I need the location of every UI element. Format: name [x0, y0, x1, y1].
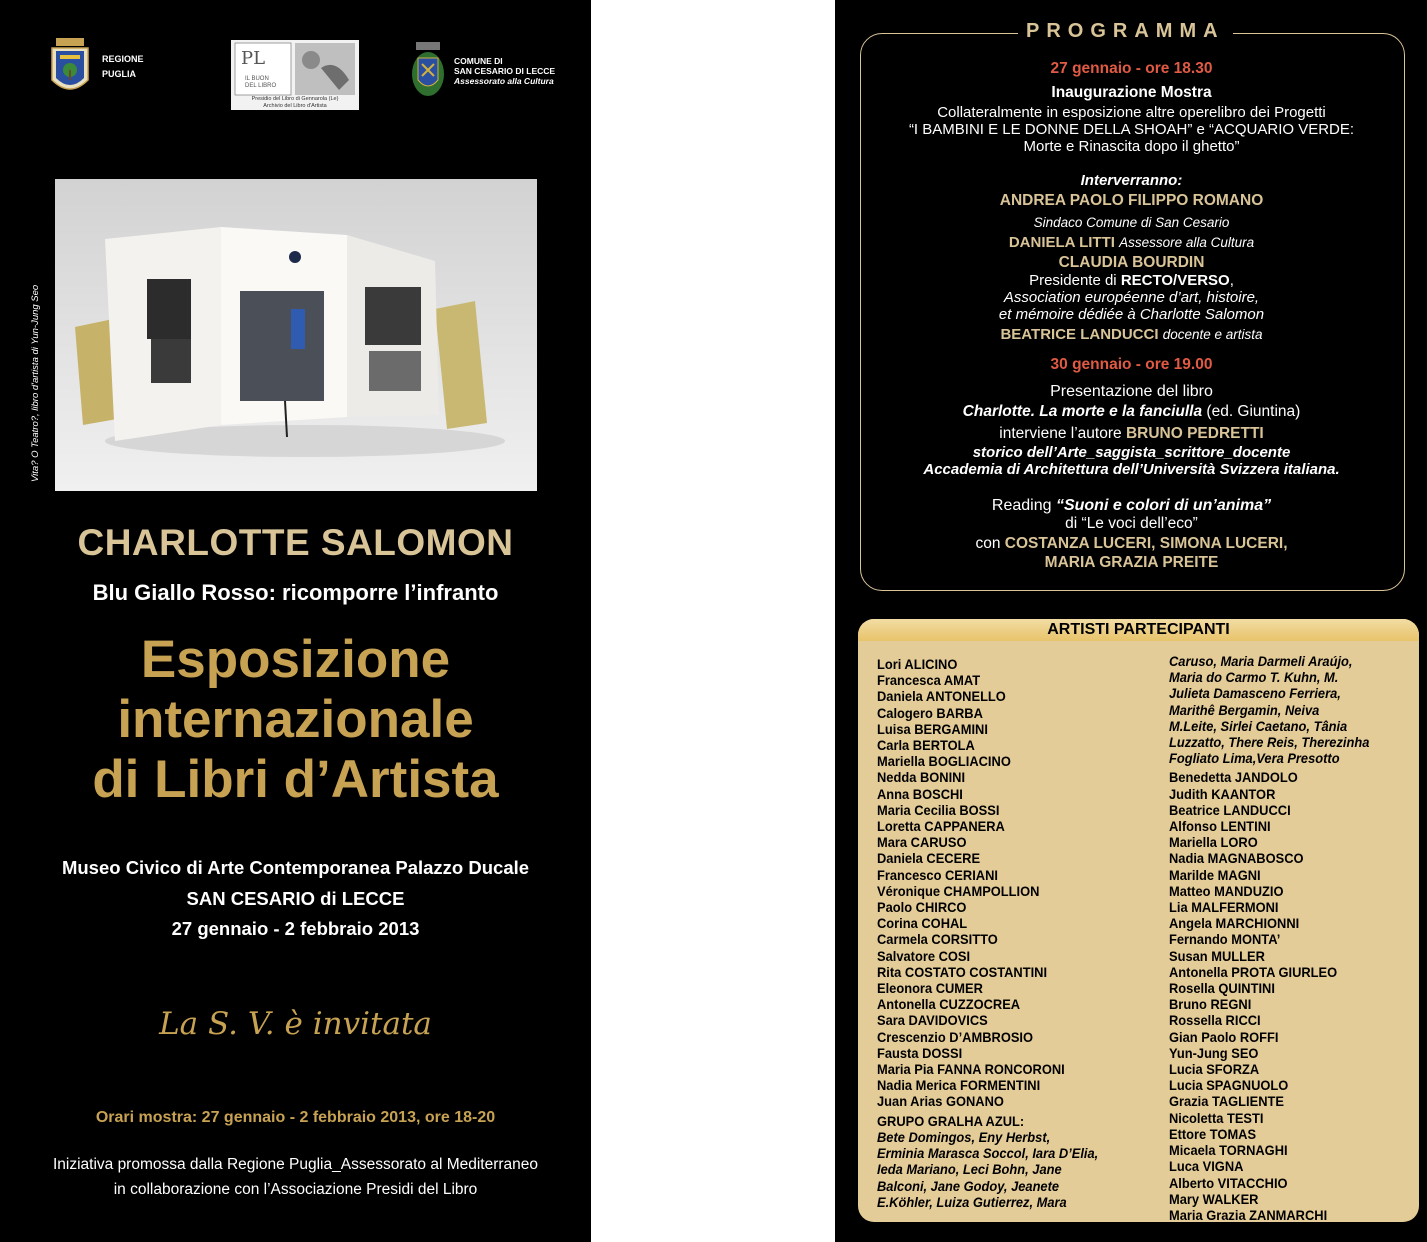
speaker-4: BEATRICE LANDUCCI docente e artista	[1000, 326, 1263, 343]
list-item: Fausta DOSSI	[877, 1044, 963, 1061]
list-item: Nicoletta TESTI	[1169, 1109, 1264, 1126]
list-item: Caruso, Maria Darmeli Araújo,	[1169, 653, 1353, 669]
list-item: Ettore TOMAS	[1169, 1125, 1257, 1142]
artists-box	[858, 619, 1419, 1222]
list-item: Lia MALFERMONI	[1169, 899, 1279, 916]
regione-puglia-logo	[50, 36, 144, 98]
speaker-3-org-description: Association européenne d’art, histoire, et mémoire dédiée à Charlotte Salomon	[998, 289, 1265, 323]
invitation-front-panel	[0, 0, 591, 1242]
city: SAN CESARIO di LECCE	[186, 888, 405, 909]
list-item: Susan MULLER	[1169, 947, 1265, 964]
event-1-description: Collateralmente in esposizione altre operelibro dei Progetti “I BAMBINI E LE DONNE DELLA SHOAH” e “ACQUARIO VERDE: Morte e Rinascita dopo il ghetto”	[908, 104, 1355, 155]
list-item: Rossella RICCI	[1169, 1012, 1261, 1029]
artist-name: CHARLOTTE SALOMON	[77, 522, 514, 563]
artwork-credit: Vita? O Teatro?, libro d'artista di Yun-Jung Seo	[30, 284, 41, 482]
list-item: Carla BERTOLA	[877, 737, 975, 754]
speaker-1: ANDREA PAOLO FILIPPO ROMANO	[999, 192, 1264, 209]
venue: Museo Civico di Arte Contemporanea Palazzo Ducale	[61, 857, 530, 878]
list-item: Yun-Jung SEO	[1169, 1044, 1259, 1061]
date-1: 27 gennaio - ore 18.30	[1050, 60, 1213, 77]
programme-panel	[835, 0, 1427, 1242]
list-item: Maria Grazia ZANMARCHI	[1169, 1206, 1328, 1222]
list-item: Fernando MONTA’	[1169, 931, 1281, 948]
list-item: Corina COHAL	[877, 915, 968, 932]
list-item: Benedetta JANDOLO	[1169, 769, 1298, 786]
list-item: Eleonora CUMER	[877, 980, 983, 997]
list-item: Julieta Damasceno Ferriera,	[1169, 685, 1341, 702]
speaker-1-role: Sindaco Comune di San Cesario	[1033, 215, 1230, 230]
list-item: Alberto VITACCHIO	[1169, 1174, 1288, 1191]
list-item: Antonella PROTA GIURLEO	[1169, 963, 1338, 980]
reading-performers: con COSTANZA LUCERI, SIMONA LUCERI, MARIA GRAZIA PREITE	[975, 535, 1288, 571]
footer-line-1: Iniziativa promossa dalla Regione Puglia_Assessorato al Mediterraneo	[52, 1156, 539, 1173]
list-item: Mariella BOGLIACINO	[877, 753, 1011, 770]
list-item: Maria do Carmo T. Kuhn, M.	[1169, 669, 1339, 686]
speaker-3: CLAUDIA BOURDIN	[1058, 254, 1205, 271]
list-item: Véronique CHAMPOLLION	[877, 882, 1040, 899]
list-item: Rosella QUINTINI	[1169, 980, 1275, 997]
list-item: Bruno REGNI	[1169, 996, 1252, 1013]
exhibition-subtitle: Blu Giallo Rosso: ricomporre l’infranto	[92, 580, 499, 605]
event-2: Presentazione del libro	[1050, 383, 1213, 400]
list-item: Bete Domingos, Eny Herbst,	[877, 1128, 1051, 1145]
svg-text:DEL LIBRO: DEL LIBRO	[245, 83, 277, 89]
list-item: Alfonso LENTINI	[1169, 818, 1271, 835]
list-item: Daniela ANTONELLO	[877, 688, 1006, 705]
list-item: Lori ALICINO	[877, 656, 958, 672]
svg-text:IL BUON: IL BUON	[245, 76, 269, 82]
author-role: storico dell’Arte_saggista_scrittore_docente Accademia di Architettura dell’Università Svizzera italiana.	[923, 444, 1340, 478]
list-item: Sara DAVIDOVICS	[877, 1012, 988, 1029]
list-item: E.Köhler, Luiza Gutierrez, Mara	[877, 1193, 1067, 1210]
speakers-heading: Interverranno:	[1080, 172, 1183, 189]
list-item: Nadia MAGNABOSCO	[1169, 850, 1304, 867]
list-item: Crescenzio D’AMBROSIO	[877, 1028, 1034, 1045]
list-item: M.Leite, Sirlei Caetano, Tânia	[1169, 717, 1348, 734]
list-item: Paolo CHIRCO	[877, 899, 967, 916]
programme-title: PROGRAMMA	[1018, 20, 1233, 43]
list-item: Angela MARCHIONNI	[1169, 915, 1300, 932]
list-item: Fogliato Lima,Vera Presotto	[1169, 750, 1340, 767]
list-item: Mara CARUSO	[877, 834, 967, 851]
list-item: Francesco CERIANI	[877, 866, 998, 883]
list-item: Lucia SPAGNUOLO	[1169, 1077, 1289, 1094]
book-author: interviene l’autore BRUNO PEDRETTI	[999, 425, 1264, 442]
list-item: Maria Pia FANNA RONCORONI	[877, 1061, 1065, 1078]
exhibition-dates: 27 gennaio - 2 febbraio 2013	[171, 918, 420, 939]
list-item: Juan Arias GONANO	[877, 1093, 1004, 1110]
list-item: Marilde MAGNI	[1169, 866, 1261, 883]
list-item: Mariella LORO	[1169, 834, 1258, 851]
date-2: 30 gennaio - ore 19.00	[1050, 356, 1213, 373]
list-item: Ieda Mariano, Leci Bohn, Jane	[877, 1161, 1062, 1178]
artists-heading: ARTISTI PARTECIPANTI	[858, 619, 1419, 641]
list-item: Mary WALKER	[1169, 1190, 1259, 1207]
speaker-2: DANIELA LITTI Assessore alla Cultura	[1008, 234, 1255, 251]
reading: Reading “Suoni e colori di un’anima”	[991, 497, 1272, 514]
list-item: Matteo MANDUZIO	[1169, 882, 1284, 899]
list-item: Marithê Bergamin, Neiva	[1169, 701, 1320, 718]
list-item: Luisa BERGAMINI	[877, 720, 988, 737]
list-item: Carmela CORSITTO	[877, 931, 998, 948]
list-item: Gian Paolo ROFFI	[1169, 1028, 1279, 1045]
event-1: Inaugurazione Mostra	[1051, 84, 1212, 101]
list-item: Judith KAANTOR	[1169, 785, 1276, 802]
comune-crest-icon	[410, 40, 446, 102]
regione-logo-text: REGIONE PUGLIA	[102, 54, 144, 79]
list-item: Nadia Merica FORMENTINI	[877, 1077, 1041, 1094]
list-item: Francesca AMAT	[877, 672, 981, 689]
artists-column-2	[1169, 653, 1369, 1222]
list-item: Luzzatto, There Reis, Therezinha	[1169, 734, 1370, 751]
footer-line-2: in collaborazione con l’Associazione Presidi del Libro	[113, 1181, 478, 1198]
opening-hours: Orari mostra: 27 gennaio - 2 febbraio 2013, ore 18-20	[95, 1109, 496, 1126]
book-title: Charlotte. La morte e la fanciulla (ed. Giuntina)	[962, 403, 1301, 420]
reading-by: di “Le voci dell’eco”	[1065, 515, 1198, 532]
list-item: Balconi, Jane Godoy, Jeanete	[877, 1177, 1060, 1194]
list-item: Luca VIGNA	[1169, 1158, 1244, 1175]
regione-crest-icon	[50, 36, 90, 98]
list-item: Calogero BARBA	[877, 704, 983, 721]
list-item: Anna BOSCHI	[877, 785, 963, 802]
comune-logo-text: COMUNE DI SAN CESARIO DI LECCE Assessorato alla Cultura	[454, 56, 556, 86]
list-item: Lucia SFORZA	[1169, 1061, 1260, 1078]
artists-column-1	[877, 656, 1098, 1210]
exhibition-title: Esposizione internazionale di Libri d’Artista	[92, 630, 499, 809]
list-item: Nedda BONINI	[877, 769, 966, 786]
list-item: Rita COSTATO COSTANTINI	[877, 963, 1048, 980]
list-item: Beatrice LANDUCCI	[1169, 801, 1291, 818]
list-item: Antonella CUZZOCREA	[877, 996, 1021, 1013]
comune-logo	[410, 40, 555, 102]
list-item: Salvatore COSI	[877, 947, 971, 964]
list-item: Daniela CECERE	[877, 850, 981, 867]
speaker-3-role: Presidente di RECTO/VERSO,	[1029, 272, 1234, 289]
list-item: Erminia Marasca Soccol, Iara D’Elia,	[877, 1145, 1099, 1162]
svg-text:PL: PL	[241, 48, 266, 69]
presidio-logo: PL IL BUON DEL LIBRO Presidio del Libro di Gennarola (Le) Archivio del Libro d'Artista	[231, 40, 359, 110]
list-item: Maria Cecilia BOSSI	[877, 801, 1000, 818]
artist-book-photo	[55, 179, 537, 491]
list-item: GRUPO GRALHA AZUL:	[877, 1112, 1025, 1129]
list-item: Loretta CAPPANERA	[877, 818, 1005, 835]
list-item: Grazia TAGLIENTE	[1169, 1093, 1284, 1110]
list-item: Micaela TORNAGHI	[1169, 1142, 1288, 1159]
invitation-line: La S. V. è invitata	[159, 1006, 432, 1042]
